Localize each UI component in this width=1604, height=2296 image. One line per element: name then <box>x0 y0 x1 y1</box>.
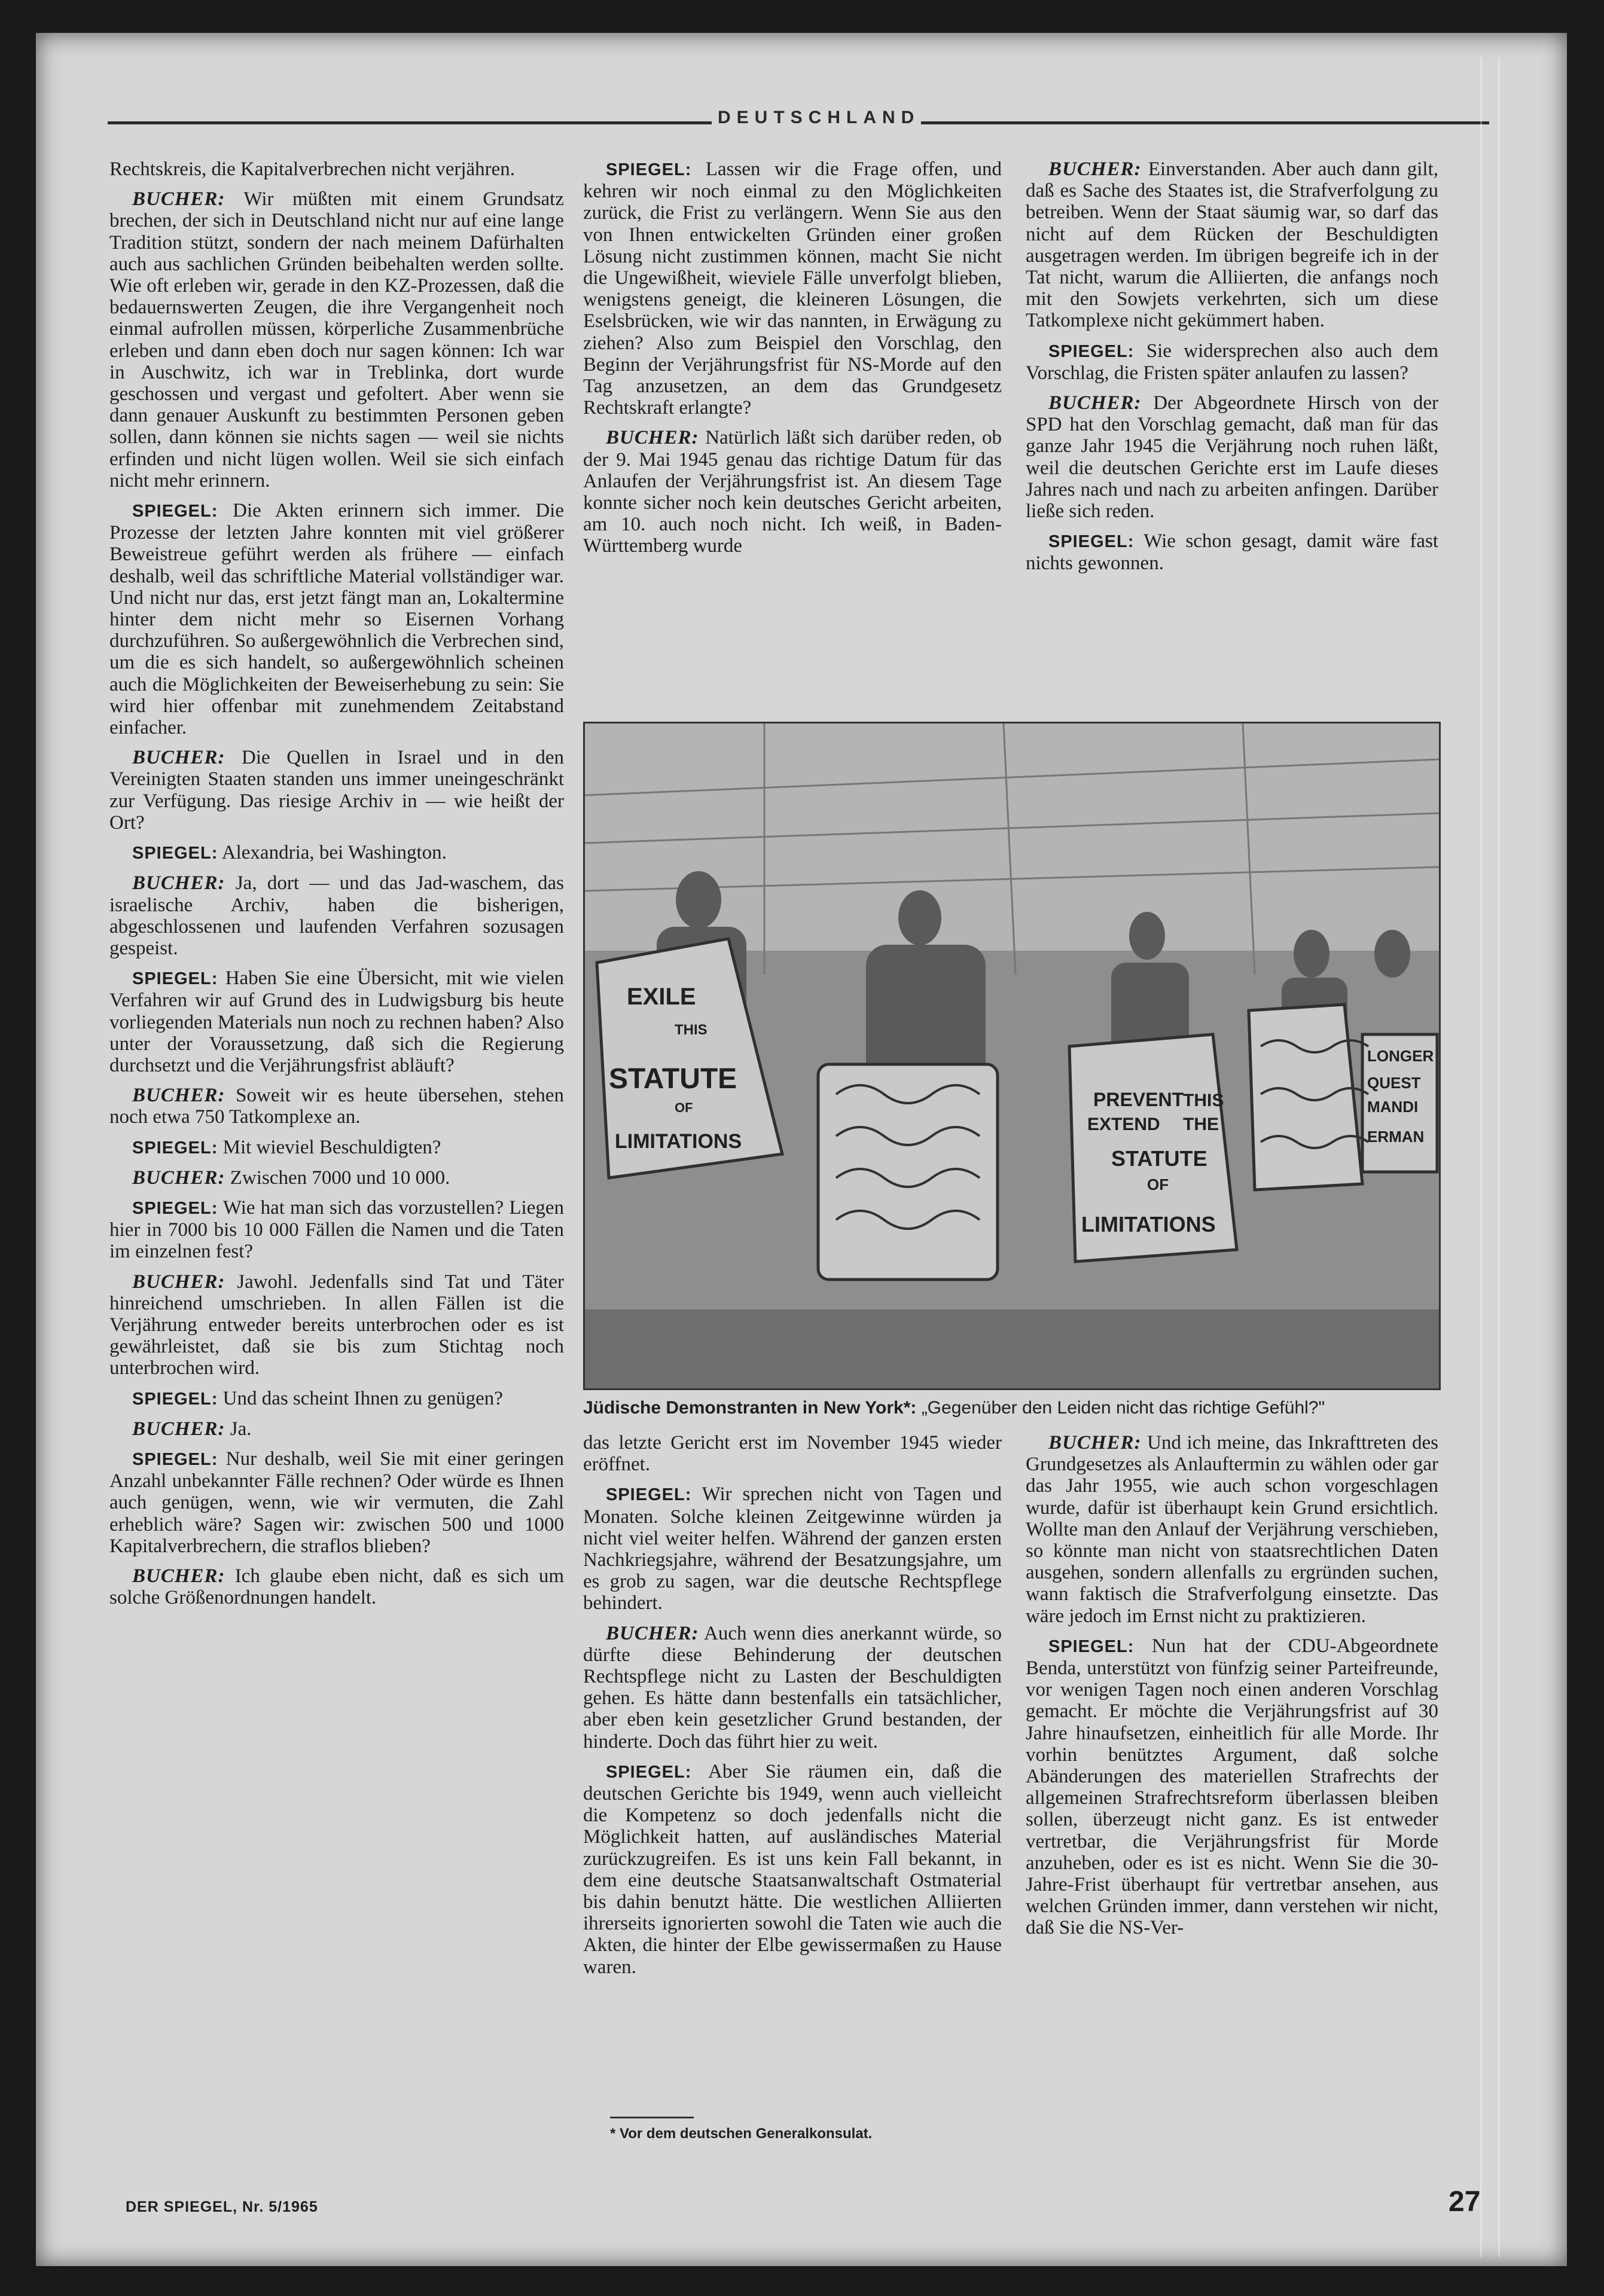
paragraph-text: Zwischen 7000 und 10 000. <box>225 1167 450 1189</box>
paragraph-text: Und das scheint Ihnen zu genügen? <box>218 1387 503 1409</box>
page-number: 27 <box>1449 2186 1481 2218</box>
header-rule-left <box>108 121 712 124</box>
magazine-issue: DER SPIEGEL, Nr. 5/1965 <box>126 2199 318 2215</box>
footnote-rule <box>610 2117 694 2118</box>
paragraph <box>583 427 1002 557</box>
paragraph <box>1026 158 1438 332</box>
speaker-spiegel: SPIEGEL: <box>132 969 218 989</box>
paragraph <box>583 158 1002 419</box>
speaker-spiegel: SPIEGEL: <box>132 1198 218 1218</box>
paragraph <box>109 500 564 738</box>
speaker-bucher: BUCHER: <box>606 427 699 449</box>
sign2-line7: LIMITATIONS <box>1081 1212 1216 1236</box>
speaker-spiegel: SPIEGEL: <box>606 160 692 179</box>
paragraph-text: Soweit wir es heute übersehen, stehen noch etwa 750 Tatkomplexe an. <box>109 1085 564 1128</box>
sign2-line6: OF <box>1147 1176 1169 1193</box>
paragraph <box>109 1565 564 1608</box>
speaker-bucher: BUCHER: <box>132 188 225 210</box>
speaker-bucher: BUCHER: <box>132 747 225 769</box>
photo-caption <box>583 1398 1444 1418</box>
sign2-line5: STATUTE <box>1111 1146 1207 1171</box>
column-3-bottom <box>1026 1432 1438 2167</box>
sign1-line2: THIS <box>675 1022 708 1038</box>
paragraph-text: Lassen wir die Frage offen, und kehren wir noch einmal zu den Möglichkeiten zurück, die Frist zu verlängern. Wenn Sie aus den von Ihnen entwickelten Gründen einer großen Lösung nicht zustimmen können, macht Sie nicht die Ungewißheit, wieviele Fälle unverfolgt blieben, wenigstens geneigt, die kleineren Lösungen, die Eselsbrücken, wie wir das nannten, in Erwägung zu ziehen? Also zum Beispiel den Vorschlag, den Beginn der Verjährungsfrist für NS-Morde auf den Tag anzusetzen, an dem das Grundgesetz Rechtskraft erlangte? <box>583 158 1002 419</box>
paragraph-text: Jawohl. Jedenfalls sind Tat und Täter hinreichend umschrieben. In allen Fällen ist die Verjährung entweder bereits unterbrochen oder es ist gewährleistet, daß sie bis zum Stichtag noch unterbrochen wird. <box>109 1271 564 1379</box>
paragraph <box>1026 1635 1438 1939</box>
sign3-line3: MANDI <box>1367 1098 1419 1116</box>
paragraph <box>109 188 564 491</box>
paragraph <box>109 1388 564 1410</box>
speaker-spiegel: SPIEGEL: <box>606 1762 692 1782</box>
sign1-line1: EXILE <box>627 984 696 1010</box>
paragraph <box>109 967 564 1076</box>
caption-quote: „Gegenüber den Leiden nicht das richtige Gefühl?" <box>916 1398 1325 1418</box>
paragraph <box>109 1197 564 1263</box>
speaker-bucher: BUCHER: <box>132 1085 225 1107</box>
sign1-line3: STATUTE <box>609 1063 737 1095</box>
speaker-spiegel: SPIEGEL: <box>132 1138 218 1158</box>
speaker-bucher: BUCHER: <box>1048 392 1142 414</box>
speaker-spiegel: SPIEGEL: <box>606 1485 692 1505</box>
paragraph-text: das letzte Gericht erst im November 1945 wieder eröffnet. <box>583 1432 1002 1476</box>
paragraph-text: Alexandria, bei Washington. <box>218 842 447 864</box>
paragraph <box>1026 340 1438 384</box>
paragraph <box>109 158 564 180</box>
paragraph-text: Rechtskreis, die Kapitalverbrechen nicht verjähren. <box>109 158 516 180</box>
speaker-bucher: BUCHER: <box>1048 1432 1142 1454</box>
paragraph-text: Mit wieviel Beschuldigten? <box>218 1136 441 1158</box>
paragraph <box>583 1432 1002 1475</box>
film-scratch <box>1498 57 1500 2257</box>
paragraph <box>109 747 564 833</box>
sign3-line2: QUEST <box>1367 1074 1421 1092</box>
paragraph-text: Ich glaube eben nicht, daß es sich um solche Größenordnungen handelt. <box>109 1565 564 1609</box>
caption-bold: Jüdische Demonstranten in New York*: <box>583 1398 917 1418</box>
column-3-top <box>1026 158 1438 709</box>
paragraph <box>109 1448 564 1557</box>
speaker-spiegel: SPIEGEL: <box>1048 532 1135 552</box>
paragraph-text: Ja, dort — und das Jad-waschem, das israelische Archiv, haben die bisherigen, abgeschlossenen und laufenden Verfahren sozusagen gespeist. <box>109 872 564 959</box>
paragraph <box>109 1167 564 1189</box>
sign1-line4: OF <box>675 1100 693 1115</box>
paragraph <box>1026 392 1438 522</box>
section-title: DEUTSCHLAND <box>718 108 920 127</box>
paragraph <box>109 1137 564 1159</box>
paragraph-text: Und ich meine, das Inkrafttreten des Grundgesetzes als Anlauftermin zu wählen oder gar das Jahr 1955, wie auch schon vorgeschlagen wurde, dafür ist überhaupt kein Grund ersichtlich. Wollte man den Anlauf der Verjährung verschieben, so könnte man nicht von staatsrechtlichen Daten ausgehen, sondern allenfalls zu ergründen suchen, wann faktisch die Strafverfolgung einsetzte. Das wäre jedoch im Ernst nicht zu praktizieren. <box>1026 1432 1438 1627</box>
speaker-bucher: BUCHER: <box>132 872 225 894</box>
paragraph-text: Auch wenn dies anerkannt würde, so dürfte diese Behinderung der deutschen Rechtspflege nicht zu Lasten der Beschuldigten gehen. Es hätte dann bestenfalls ein tatsächlicher, aber eben kein gesetzlicher Grund bestanden, der hinderte. Doch das führt hier zu weit. <box>583 1622 1002 1752</box>
speaker-spiegel: SPIEGEL: <box>132 502 218 521</box>
paragraph-text: Die Quellen in Israel und in den Vereinigten Staaten standen uns immer uneingeschränkt zur Verfügung. Das riesige Archiv in — wie heißt der Ort? <box>109 747 564 833</box>
paragraph-text: Sie widersprechen also auch dem Vorschlag, die Fristen später anlaufen zu lassen? <box>1026 340 1438 384</box>
paragraph-text: Die Akten erinnern sich immer. Die Prozesse der letzten Jahre konnten mit viel größerer Beweistreue geführt werden als frühere — einfach deshalb, weil das schriftliche Material vollständiger war. Und nicht nur das, erst jetzt fängt man an, Lokaltermine hinter dem nicht mehr so Eisernen Vorhang durchzuführen. So außergewöhnlich die Verbrechen sind, um die es sich handelt, so außergewöhnlich scheinen auch die Möglichkeiten der Beweiserhebung zu sein: Sie wird hier offenbar mit zunehmendem Zeitabstand einfacher. <box>109 500 564 739</box>
sign2-line3: EXTEND <box>1087 1115 1160 1134</box>
sign2-line1: PREVENT <box>1093 1089 1184 1110</box>
paragraph-text: Wir sprechen nicht von Tagen und Monaten. Solche kleinen Zeitgewinne würden ja nicht viel weiter helfen. Während der ganzen ersten Nachkriegsjahre, während der Besatzungsjahre, um es grob zu sagen, war die deutsche Rechtspflege behindert. <box>583 1483 1002 1614</box>
paragraph-text: Aber Sie räumen ein, daß die deutschen Gerichte bis 1949, wenn auch vielleicht die Kompetenz so doch jedenfalls nicht die Möglichkeit hatten, auf ausländisches Material zurückzugreifen. Es ist uns kein Fall bekannt, in dem eine deutsche Staatsanwaltschaft Ostmaterial bis dahin benutzt hätte. Die westlichen Alliierten ihrerseits ignorierten sowohl die Taten wie auch die Akten, die hinter der Elbe gewissermaßen zu Hause waren. <box>583 1760 1002 1978</box>
speaker-spiegel: SPIEGEL: <box>1048 1636 1135 1656</box>
paragraph <box>109 842 564 864</box>
photo-illustration <box>585 723 1439 1388</box>
paragraph-text: Wie hat man sich das vorzustellen? Liegen hier in 7000 bis 10 000 Fällen die Namen und die Taten im einzelnen fest? <box>109 1196 564 1263</box>
speaker-spiegel: SPIEGEL: <box>132 844 218 863</box>
footnote: * Vor dem deutschen Generalkonsulat. <box>610 2126 873 2142</box>
speaker-bucher: BUCHER: <box>1048 158 1142 180</box>
paragraph-text: Einverstanden. Aber auch dann gilt, daß es Sache des Staates ist, die Strafverfolgung zu betreiben. Wenn der Staat säumig war, so darf das nicht auf dem Rücken der Beschuldigten ausgetragen werden. Im übrigen begreife ich in der Tat nicht, warum die Alliierten, die anfangs noch mit den Sowjets verkehrten, sich um diese Tatkomplexe nicht gekümmert haben. <box>1026 158 1438 332</box>
speaker-spiegel: SPIEGEL: <box>132 1449 218 1469</box>
paragraph <box>583 1483 1002 1614</box>
sign3-line4: ERMAN <box>1367 1128 1425 1146</box>
speaker-bucher: BUCHER: <box>606 1622 699 1644</box>
paragraph <box>109 1085 564 1128</box>
paragraph-text: Wir müßten mit einem Grundsatz brechen, der sich in Deutschland nicht nur auf eine lange Tradition stützt, sondern der nach meinem Dafürhalten auch aus sachlichen Gründen beibehalten werden sollte. Wie oft erleben wir, gerade in den KZ-Prozessen, daß die bedauernswerten Zeugen, die ihre Vergangenheit noch einmal aufrollen müssen, körperliche Zusammenbrüche erleben und dann eben doch nur sagen können: Ich war in Auschwitz, ich war in Treblinka, dort wurde geschossen und vergast und gefoltert. Aber wenn sie dann genauer Auskunft zu bestimmten Personen geben sollen, dann können sie nichts sagen — weil sie nichts erfinden und nicht lügen wollen. Weil sie sich einfach nicht mehr erinnern. <box>109 188 564 491</box>
paragraph-text: Ja. <box>225 1418 252 1440</box>
paragraph-text: Der Abgeordnete Hirsch von der SPD hat den Vorschlag gemacht, daß man für das ganze Jahr 1945 die Verjährung noch ruhen läßt, weil die deutschen Gerichte erst im Laufe dieses Jahres nach und nach zu arbeiten anfingen. Darüber ließe sich reden. <box>1026 392 1438 523</box>
speaker-bucher: BUCHER: <box>132 1271 225 1293</box>
paragraph-text: Nun hat der CDU-Abgeordnete Benda, unterstützt von fünfzig seiner Parteifreunde, vor wenigen Tagen noch einen anderen Vorschlag gemacht. Er möchte die Verjährungsfrist auf 30 Jahre hinaufsetzen, einheitlich für alle Morde. Ihr vorhin benütztes Argument, daß solche Abänderungen des materiellen Strafrechts der allgemeinen Strafrechtsreform überlassen bleiben sollen, überzeugt nicht ganz. Es ist entweder vertretbar, die Verjährungsfrist für Morde anzuheben, oder es ist es nicht. Wenn Sie die 30-Jahre-Frist überhaupt für vertretbar ansehen, aus welchen Gründen immer, dann verstehen wir nicht, daß Sie die NS-Ver- <box>1026 1635 1438 1939</box>
paragraph <box>109 872 564 959</box>
demonstration-photo <box>583 722 1441 1390</box>
speaker-bucher: BUCHER: <box>132 1565 225 1587</box>
film-scratch <box>1480 57 1482 2257</box>
paragraph-text: Haben Sie eine Übersicht, mit wie vielen Verfahren wir auf Grund des in Ludwigsburg bis heute vorliegenden Materials nun noch zu rechnen haben? Also unter der Voraussetzung, daß sich die Regierung durchsetzt und die Verjährungsfrist abläuft? <box>109 967 564 1076</box>
speaker-bucher: BUCHER: <box>132 1418 225 1440</box>
column-2-top <box>583 158 1002 709</box>
magazine-page <box>36 33 1567 2266</box>
paragraph <box>583 1623 1002 1752</box>
header-rule-right <box>921 121 1489 124</box>
speaker-spiegel: SPIEGEL: <box>1048 341 1135 361</box>
column-1 <box>109 158 564 2155</box>
speaker-spiegel: SPIEGEL: <box>132 1389 218 1409</box>
column-2-bottom <box>583 1432 1002 2114</box>
sign1-line5: LIMITATIONS <box>615 1130 742 1153</box>
paragraph <box>583 1761 1002 1978</box>
paragraph-text: Wie schon gesagt, damit wäre fast nichts gewonnen. <box>1026 530 1438 575</box>
paragraph <box>109 1418 564 1440</box>
paragraph-text: Nur deshalb, weil Sie mit einer geringen Anzahl unbekannter Fälle rechnen? Oder würde es Ihnen auch genügen, wenn, wie wir vermuten, die Zahl erheblich wäre? Sagen wir: zwischen 500 und 1000 Kapitalverbrechern, die straflos blieben? <box>109 1448 564 1557</box>
speaker-bucher: BUCHER: <box>132 1167 225 1189</box>
sign3-line1: LONGER <box>1367 1047 1434 1065</box>
paragraph <box>1026 1432 1438 1627</box>
sign2-line4: THE <box>1183 1115 1219 1134</box>
paragraph-text: Natürlich läßt sich darüber reden, ob der 9. Mai 1945 genau das richtige Datum für das Anlaufen der Verjährungsfrist ist. An diesem Tage konnte sicher noch kein deutsches Gericht arbeiten, am 10. auch noch nicht. Ich weiß, in Baden-Württemberg wurde <box>583 427 1002 557</box>
sign2-line2: THIS <box>1183 1091 1224 1110</box>
paragraph <box>109 1271 564 1379</box>
paragraph <box>1026 530 1438 574</box>
